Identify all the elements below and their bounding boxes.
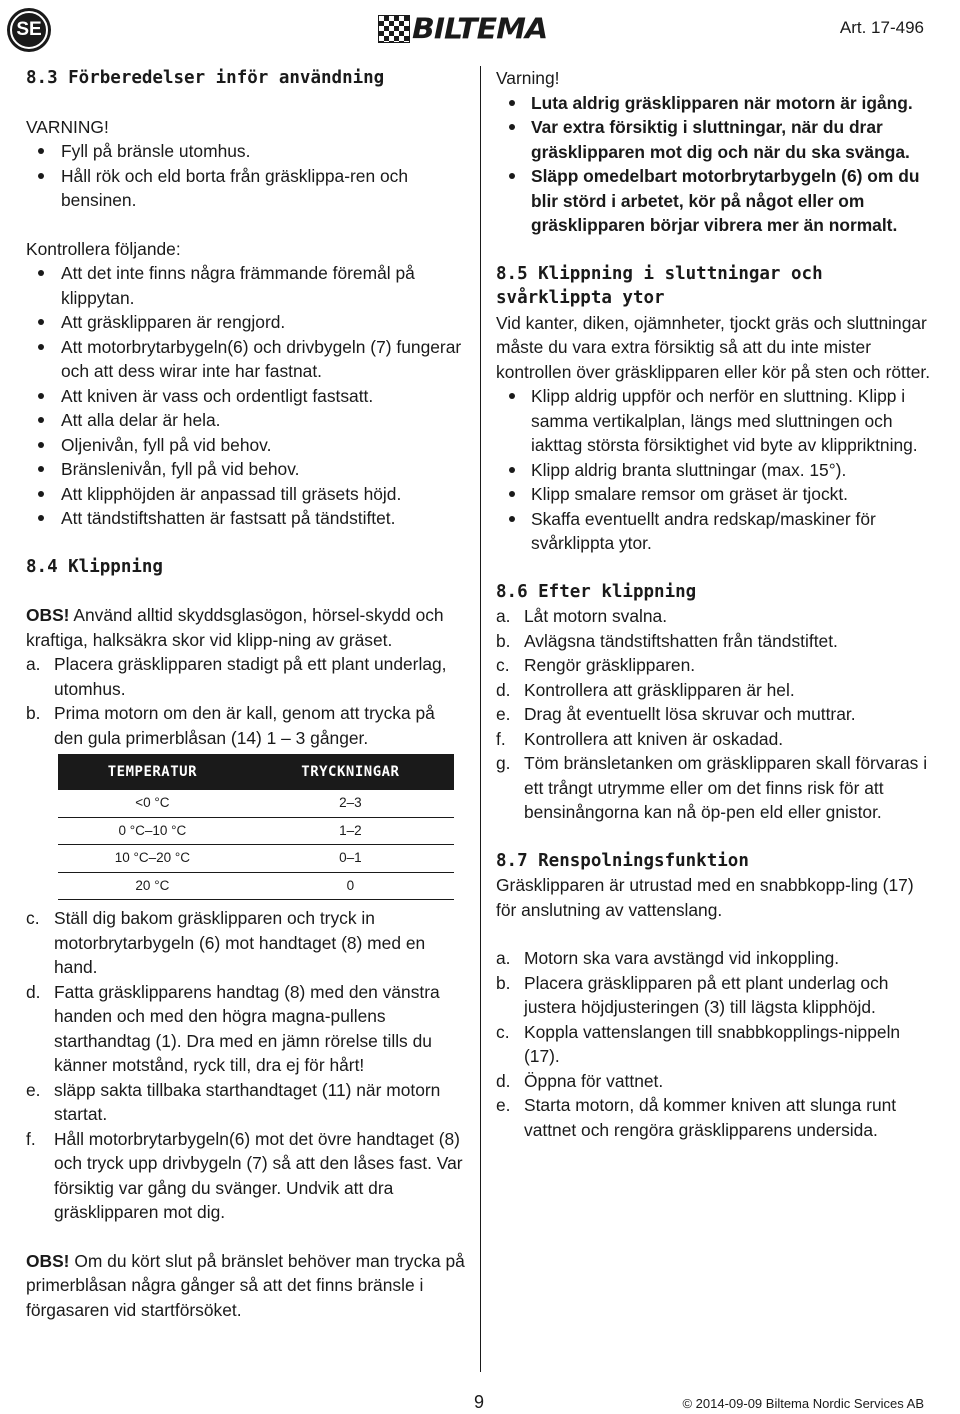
section-8-5-title: 8.5 Klippning i sluttningar och svårklippta ytor	[496, 263, 823, 308]
list-item: g. Töm bränsletanken om gräsklipparen skall förvaras i ett trångt utrymme eller om det finns risk för att bensinångorna kan nå öp-pen eld eller gnistor.	[496, 753, 928, 822]
list-item: f. Kontrollera att kniven är oskadad.	[496, 728, 784, 749]
steps-c-f	[26, 906, 466, 1225]
list-item: a. Placera gräsklipparen stadigt på ett plant underlag, utomhus.	[26, 654, 447, 699]
list-item: Att det inte finns några främmande föremål på klippytan.	[26, 261, 466, 310]
obs-label: OBS!	[26, 1250, 70, 1271]
list-item: Oljenivån, fyll på vid behov.	[26, 433, 466, 458]
section-8-3-title: 8.3 Förberedelser inför användning	[26, 68, 385, 88]
section-8-5-intro: Vid kanter, diken, ojämnheter, tjockt gräs och sluttningar måste du vara extra försiktig så att du inte mister kontrollen över gräsklipparen eller kör på sten och rötter.	[496, 312, 931, 382]
list-item: Var extra försiktig i sluttningar, när du drar gräsklipparen mot dig och när du ska svänga.	[496, 115, 936, 164]
copyright: © 2014-09-09 Biltema Nordic Services AB	[682, 1396, 924, 1411]
list-item: d. Öppna för vattnet.	[496, 1070, 664, 1091]
warning-list	[26, 139, 466, 213]
list-item: c. Rengör gräsklipparen.	[496, 655, 696, 675]
list-item: b. Placera gräsklipparen på ett plant underlag och justera höjdjusteringen (3) till lägsta klipphöjd.	[496, 972, 889, 1017]
list-item: e. Drag åt eventuellt lösa skruvar och muttrar.	[496, 704, 856, 724]
warning-label: Varning!	[496, 68, 560, 88]
list-item: e. släpp sakta tillbaka starthandtaget (11) när motorn startat.	[26, 1079, 441, 1124]
table-row: <0 °C 2–3	[58, 790, 454, 817]
list-item: c. Ställ dig bakom gräsklipparen och tryck in motorbrytarbygeln (6) mot handtaget (8) med en hand.	[26, 908, 426, 977]
list-item: Klipp aldrig branta sluttningar (max. 15°).	[496, 458, 936, 483]
warning-label: VARNING!	[26, 116, 109, 137]
primer-table	[58, 754, 454, 900]
list-item: Att klipphöjden är anpassad till gräsets höjd.	[26, 482, 466, 507]
check-list	[26, 261, 466, 531]
section-8-6-title: 8.6 Efter klippning	[496, 581, 697, 602]
list-item: c. Koppla vattenslangen till snabbkopplings-nippeln (17).	[496, 1021, 901, 1066]
page-number: 9	[474, 1392, 485, 1412]
obs-note	[26, 603, 466, 652]
list-item: Fyll på bränsle utomhus.	[26, 139, 466, 164]
list-item: Luta aldrig gräsklipparen när motorn är igång.	[496, 91, 936, 116]
right-column	[496, 66, 936, 1142]
list-item: Bränslenivån, fyll på vid behov.	[26, 457, 466, 482]
list-item: d. Kontrollera att gräsklipparen är hel.	[496, 679, 795, 700]
table-row: 20 °C 0	[58, 872, 454, 900]
section-8-4-title: 8.4 Klippning	[26, 556, 163, 577]
table-row: 10 °C–20 °C 0–1	[58, 845, 454, 873]
list-item: Att gräsklipparen är rengjord.	[26, 310, 466, 335]
list-item: Klipp smalare remsor om gräset är tjockt.	[496, 482, 936, 507]
list-item: Släpp omedelbart motorbrytarbygeln (6) om du blir störd i arbetet, kör på något eller om gräsklipparen börjar vibrera mer än normalt.	[496, 164, 936, 238]
table-header: TEMPERATUR	[58, 754, 247, 790]
list-item: Håll rök och eld borta från gräsklippa-ren och bensinen.	[26, 164, 466, 213]
list-item: Att motorbrytarbygeln(6) och drivbygeln (7) fungerar och att dess wirar inte har fastnat.	[26, 335, 466, 384]
left-column	[26, 66, 466, 1322]
after-mowing-list	[496, 604, 936, 825]
obs-note-2	[26, 1249, 466, 1323]
list-item: f. Håll motorbrytarbygeln(6) mot det övre handtaget (8) och tryck upp drivbygeln (7) så att den låses fast. Var försiktig var gång du svänger. Undvik att dra gräsklipparen mot dig.	[26, 1128, 463, 1222]
obs-text: Använd alltid skyddsglasögon, hörsel-skydd och kraftiga, halksäkra skor vid klipp-ning av gräset.	[26, 605, 444, 650]
list-item: a. Låt motorn svalna.	[496, 606, 668, 626]
list-item: b. Prima motorn om den är kall, genom att trycka på den gula primerblåsan (14) 1 – 3 gånger.	[26, 703, 435, 748]
list-item: e. Starta motorn, då kommer kniven att slunga runt vattnet och rengöra gräsklipparens undersida.	[496, 1095, 897, 1140]
list-item: Att kniven är vass och ordentligt fastsatt.	[26, 384, 466, 409]
list-item: d. Fatta gräsklipparens handtag (8) med den vänstra handen och med den högra magna-pullens starthandtag (1). Dra med en jämn rörelse tills du känner motstånd, ryck till, dra ej för hårt!	[26, 981, 440, 1075]
obs-text: Om du kört slut på bränslet behöver man trycka på primerblåsan några gånger så att det finns bränsle i förgasaren vid startförsöket.	[26, 1250, 465, 1320]
slope-list	[496, 384, 936, 556]
list-item: a. Motorn ska vara avstängd vid inkoppling.	[496, 948, 840, 968]
brand-name: BILTEMA	[412, 12, 548, 46]
section-8-7-intro: Gräsklipparen är utrustad med en snabbkopp-ling (17) för anslutning av vattenslang.	[496, 875, 914, 920]
list-item: Skaffa eventuellt andra redskap/maskiner för svårklippta ytor.	[496, 507, 936, 556]
obs-label: OBS!	[26, 605, 70, 625]
column-divider	[480, 66, 481, 1372]
article-number: Art. 17-496	[839, 18, 924, 37]
steps-a-b	[26, 652, 466, 750]
biltema-logo	[378, 14, 547, 44]
table-row: 0 °C–10 °C 1–2	[58, 817, 454, 845]
warning-list	[496, 91, 936, 238]
list-item: Klipp aldrig uppför och nerför en sluttning. Klipp i samma vertikalplan, längs med sluttningen och iakttag största försiktighet vid byte av klippriktning.	[496, 384, 936, 458]
list-item: Att tändstiftshatten är fastsatt på tändstiftet.	[26, 506, 466, 531]
section-8-7-title: 8.7 Renspolningsfunktion	[496, 850, 749, 871]
table-header: TRYCKNINGAR	[247, 754, 454, 790]
checker-flag-icon	[378, 15, 410, 43]
list-item: Att alla delar är hela.	[26, 408, 466, 433]
rinse-list	[496, 946, 936, 1142]
check-label: Kontrollera följande:	[26, 238, 181, 259]
language-badge: SE	[7, 8, 51, 52]
list-item: b. Avlägsna tändstiftshatten från tändstiftet.	[496, 630, 838, 651]
